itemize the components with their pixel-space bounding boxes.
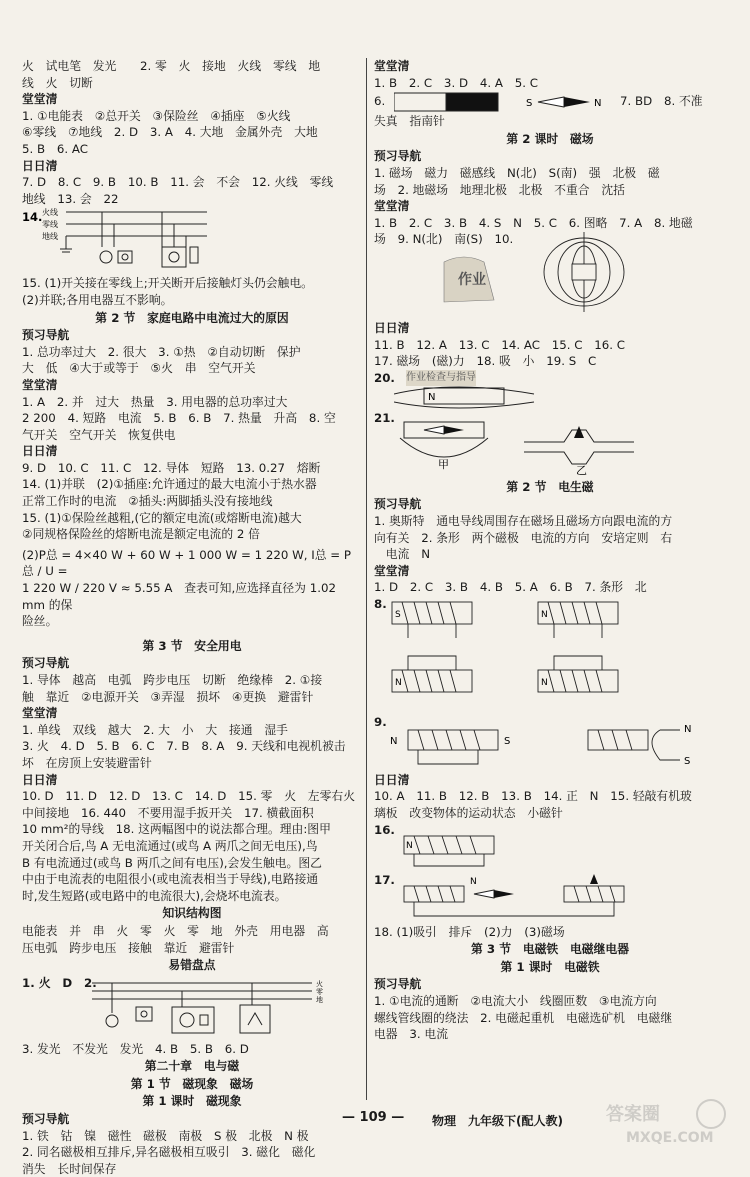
circuit-diagram-q14 <box>22 207 362 275</box>
lesson-title: 第 1 课时 磁现象 <box>142 1094 242 1109</box>
text-line: 2 200 4. 短路 电流 5. B 6. B 7. 热量 升高 8. 空 <box>22 411 336 426</box>
compass-n-label: N <box>594 98 602 110</box>
q21-label: 21. <box>374 410 395 425</box>
book-title: 物理 九年级下(配人教) <box>432 1114 563 1128</box>
formula-line: (2)P总 = 4×40 W + 60 W + 1 000 W = 1 220 W, I总 = P总 / U = <box>22 547 352 579</box>
q16-row <box>374 822 726 872</box>
magnet-bar-diagram <box>394 91 504 113</box>
q6-label: 6. <box>374 94 386 109</box>
field-diagram-jia <box>394 412 494 476</box>
text-line: 10. D 11. D 12. D 13. C 14. D 15. 零 火 左零右火 <box>22 789 355 804</box>
pole-n: N <box>541 609 548 620</box>
text-line: 火 试电笔 发光 2. 零 火 接地 火线 零线 地 <box>22 59 321 73</box>
text-line: ②同规格保险丝的熔断电流是额定电流的 2 倍 <box>22 527 260 542</box>
solenoid-u-magnet-diagram <box>388 720 718 770</box>
text-line: 向有关 2. 条形 两个磁极 电流的方向 安培定则 右 <box>374 530 673 545</box>
q16-label: 16. <box>374 822 395 837</box>
text-line: 电能表 并 串 火 零 火 零 地 外壳 用电器 高 <box>22 923 329 938</box>
text-line: 1. ①电流的通断 ②电流大小 线圈匝数 ③电流方向 <box>374 994 657 1009</box>
pole-s: S <box>395 609 401 620</box>
label-jia: 甲 <box>438 457 449 471</box>
text-line: 失真 指南针 <box>374 114 445 129</box>
text-line: 开关闭合后,鸟 A 无电流通过(或鸟 A 两爪之间无电压),鸟 <box>22 838 318 853</box>
heading-ririqing: 日日清 <box>22 444 58 459</box>
text-line: 14. (1)并联 (2)①插座:允许通过的最大电流小于热水器 <box>22 477 317 492</box>
heading-yuxidaohang: 预习导航 <box>374 497 422 512</box>
pole-n: N <box>541 677 548 688</box>
wire-label-earth: 地线 <box>42 232 58 242</box>
text-line: 螺线管线圈的绕法 2. 电磁起重机 电磁选矿机 电磁继 <box>374 1010 673 1025</box>
field-lines-diagram <box>434 232 664 318</box>
text-line: 消失 长时间保存 <box>22 1161 117 1176</box>
pole-n: N <box>684 723 692 735</box>
heading-tangtangqing: 堂堂清 <box>374 59 410 73</box>
q20-row <box>374 370 726 410</box>
text-line: 电流 N <box>374 547 431 562</box>
text-line: 中由于电流表的电阻很小(或电流表相当于导线),电路接通 <box>22 872 319 887</box>
pole-n: N <box>395 677 402 688</box>
page-number: — 109 — <box>342 1110 405 1125</box>
circuit-diagram-errors <box>92 977 332 1041</box>
wire-label-earth: 地 <box>316 995 323 1004</box>
text-line: 18. (1)吸引 排斥 (2)力 (3)磁场 <box>374 924 565 939</box>
text-line: 场 2. 地磁场 地理北极 北极 不重合 沈括 <box>374 182 625 197</box>
label-yi: 乙 <box>576 463 587 476</box>
section-title: 第 2 节 家庭电路中电流过大的原因 <box>95 310 289 325</box>
watermark-site: MXQE.COM <box>626 1130 714 1146</box>
chapter-title: 第二十章 电与磁 <box>144 1059 240 1074</box>
text-line: 地线 13. 会 22 <box>22 191 119 206</box>
heading-tangtangqing: 堂堂清 <box>22 706 58 721</box>
watermark-logo <box>596 1098 736 1146</box>
text-line: 1. D 2. C 3. B 4. B 5. A 6. B 7. 条形 北 <box>374 580 647 595</box>
text-line: 3. 火 4. D 5. B 6. C 7. B 8. A 9. 天线和电视机被击 <box>22 739 346 754</box>
heading-yuxidaohang: 预习导航 <box>374 149 422 164</box>
text-line: 1. ①电能表 ②总开关 ③保险丝 ④插座 ⑤火线 <box>22 108 291 123</box>
text-line: 压电弧 跨步电压 接触 靠近 避雷针 <box>22 940 235 955</box>
pole-n: N <box>390 735 398 747</box>
lesson-title: 第 1 课时 电磁铁 <box>500 959 600 974</box>
text-line: 3. 发光 不发光 发光 4. B 5. B 6. D <box>22 1041 249 1056</box>
wire-label-live: 火 <box>316 979 323 988</box>
text-line: 1. B 2. C 3. B 4. S N 5. C 6. 图略 7. A 8. 地磁 <box>374 215 693 230</box>
field-diagram-yi <box>524 412 634 476</box>
q7-q8-answer: 7. BD 8. 不准 <box>620 94 703 109</box>
heading-tangtangqing: 堂堂清 <box>374 563 410 578</box>
text-line: 璃板 改变物体的运动状态 小磁针 <box>374 806 563 821</box>
text-line: 9. D 10. C 11. C 12. 导体 短路 13. 0.27 熔断 <box>22 460 321 475</box>
text-line: (2)并联;各用电器互不影响。 <box>22 292 173 307</box>
text-line: 电器 3. 电流 <box>374 1027 448 1042</box>
text-line: 2. 同名磁极相互排斥,异名磁极相互吸引 3. 磁化 磁化 <box>22 1145 316 1160</box>
section-title: 第 1 节 磁现象 磁场 <box>130 1076 254 1091</box>
pole-s: S <box>684 755 691 767</box>
text-line: 7. D 8. C 9. B 10. B 11. 会 不会 12. 火线 零线 <box>22 175 334 190</box>
stamp-text-2: 作业检查与指导 <box>406 370 476 387</box>
wire-label-live: 火线 <box>42 208 58 218</box>
q17-row <box>374 872 726 924</box>
compass-needle-diagram <box>524 91 604 113</box>
pole-s: S <box>504 735 511 747</box>
text-line: 坏 在房顶上安装避雷针 <box>22 755 152 770</box>
formula-line: 险丝。 <box>22 614 58 629</box>
text-line: 11. B 12. A 13. C 14. AC 15. C 16. C <box>374 337 626 352</box>
knowledge-map-title: 知识结构图 <box>162 906 222 921</box>
text-line: 17. 磁场 (磁)力 18. 吸 小 19. S C <box>374 354 597 369</box>
field-lines-block <box>374 248 726 320</box>
q21-row <box>374 410 726 478</box>
text-line: 15. (1)①保险丝越粗,(它的额定电流(或熔断电流)越大 <box>22 510 302 525</box>
text-line: 1. 总功率过大 2. 很大 3. ①热 ②自动切断 保护 <box>22 344 301 359</box>
pole-n: N <box>406 840 413 851</box>
magnet-field-q20 <box>394 384 574 410</box>
text-line: 触 靠近 ②电源开关 ③弄湿 损坏 ④更换 避雷针 <box>22 689 314 704</box>
section-title: 第 3 节 电磁铁 电磁继电器 <box>471 942 629 957</box>
compass-s-label: S <box>526 98 533 110</box>
heading-tangtangqing: 堂堂清 <box>374 199 410 214</box>
heading-yuxidaohang: 预习导航 <box>22 1112 70 1127</box>
heading-yuxidaohang: 预习导航 <box>22 328 70 343</box>
pole-n: N <box>428 391 436 403</box>
text-line: 10 mm²的导线 18. 这两幅图中的说法都合理。理由:图甲 <box>22 822 331 837</box>
stamp-text: 作业 <box>458 271 486 288</box>
text-line: 1. 火 D 2. <box>22 975 97 990</box>
solenoid-diagram-q16 <box>394 828 514 870</box>
text-line: 气开关 空气开关 恢复供电 <box>22 427 176 442</box>
section-title: 第 2 节 电生磁 <box>506 479 594 494</box>
heading-yuxidaohang: 预习导航 <box>374 977 422 992</box>
lesson-title: 第 2 课时 磁场 <box>506 131 594 146</box>
q9-label: 9. <box>374 714 387 729</box>
pole-n: N <box>470 876 477 887</box>
left-column <box>22 58 362 1177</box>
watermark-brand: 答案圈 <box>606 1104 660 1125</box>
q6-row <box>374 91 726 113</box>
text-line: 1. A 2. 并 过大 热量 3. 用电器的总功率过大 <box>22 394 288 409</box>
section-title: 第 3 节 安全用电 <box>142 638 242 653</box>
text-line: 1. 单线 双线 越大 2. 大 小 大 接通 湿手 <box>22 722 288 737</box>
heading-ririqing: 日日清 <box>22 158 58 173</box>
q9-row <box>374 714 726 772</box>
heading-ririqing: 日日清 <box>22 772 58 787</box>
q20-label: 20. <box>374 370 395 385</box>
common-errors-title: 易错盘点 <box>168 958 216 973</box>
errors-q2-block <box>22 975 362 1041</box>
text-line: 时,发生短路(或电路中的电流很大),会烧坏电流表。 <box>22 888 287 903</box>
solenoid-diagrams <box>388 598 628 712</box>
heading-tangtangqing: 堂堂清 <box>22 92 58 107</box>
text-line: 1. B 2. C 3. D 4. A 5. C <box>374 75 538 90</box>
q8-label: 8. <box>374 596 387 611</box>
text-line: ⑥零线 ⑦地线 2. D 3. A 4. 大地 金属外壳 大地 <box>22 125 318 140</box>
heading-ririqing: 日日清 <box>374 772 410 787</box>
wire-label-neutral: 零线 <box>42 220 58 230</box>
text-line: 大 低 ④大于或等于 ⑤火 串 空气开关 <box>22 361 256 376</box>
text-line: 15. (1)开关接在零线上;开关断开后接触灯头仍会触电。 <box>22 276 313 291</box>
text-line: 中间接地 16. 440 不要用湿手扳开关 17. 横截面积 <box>22 805 314 820</box>
text-line: 正常工作时的电流 ②插头:两脚插头没有接地线 <box>22 494 273 509</box>
text-line: 1. 导体 越高 电弧 跨步电压 切断 绝缘棒 2. ①接 <box>22 673 323 687</box>
wire-label-neutral: 零 <box>316 987 323 996</box>
text-line: 5. B 6. AC <box>22 141 89 156</box>
heading-tangtangqing: 堂堂清 <box>22 377 58 392</box>
q8-solenoids <box>374 596 726 714</box>
heading-ririqing: 日日清 <box>374 320 410 335</box>
text-line: B 有电流通过(或鸟 B 两爪之间有电压),会发生触电。图乙 <box>22 855 322 870</box>
text-line: 线 火 切断 <box>22 75 93 90</box>
text-line: 1. 铁 钴 镍 磁性 磁极 南极 S 极 北极 N 极 <box>22 1128 309 1143</box>
right-column <box>374 58 726 1043</box>
text-line: 1. 奥斯特 通电导线周围存在磁场且磁场方向跟电流的方 <box>374 513 673 528</box>
column-divider <box>366 58 367 1100</box>
text-line: 场 9. N(北) 南(S) 10. <box>374 232 514 247</box>
text-line: 10. A 11. B 12. B 13. B 14. 正 N 15. 轻敲有机玻 <box>374 789 692 804</box>
q14-label: 14. <box>22 210 43 225</box>
formula-line: 1 220 W / 220 V ≈ 5.55 A 查表可知,应选择直径为 1.02 mm 的保 <box>22 581 340 612</box>
heading-yuxidaohang: 预习导航 <box>22 656 70 671</box>
text-line: 1. 磁场 磁力 磁感线 N(北) S(南) 强 北极 磁 <box>374 165 660 180</box>
q17-label: 17. <box>374 872 395 887</box>
solenoid-diagram-q17 <box>394 872 694 922</box>
